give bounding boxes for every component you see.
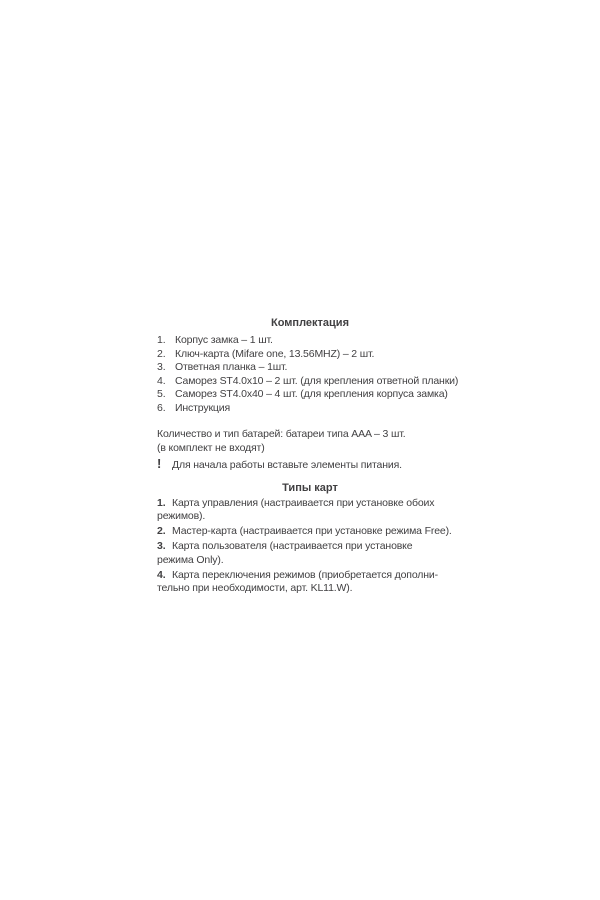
list-item-text-continued: режима Only). [157,553,224,566]
list-item [157,375,463,389]
battery-note [157,428,463,455]
list-item-text: Ключ-карта (Mifare one, 13.56MHZ) – 2 шт. [175,347,375,360]
list-item-text: Ответная планка – 1шт. [175,361,288,373]
list-item-number: 3. [157,361,166,373]
list-item [157,569,463,596]
list-item-number: 5. [157,388,166,400]
list-item-number: 6. [157,401,166,414]
list-item [157,334,463,348]
list-item-text: Корпус замка – 1 шт. [175,334,273,346]
list-item-text: Мастер-карта (настраивается при установке режима Free). [172,525,452,537]
battery-note-line: (в комплект не входят) [157,441,265,454]
warning-text: Для начала работы вставьте элементы питания. [172,459,402,471]
exclamation-icon: ! [157,456,162,471]
list-item [157,361,463,375]
list-item-number: 4. [157,568,166,581]
warning-note [157,457,463,473]
list-item-text-continued: тельно при необходимости, арт. KL11.W). [157,582,353,594]
list-item-text: Карта управления (настраивается при установке обоих [172,496,435,509]
list-item [157,348,463,362]
list-item-number: 4. [157,374,166,387]
page-content [157,316,463,597]
list-item-number: 3. [157,540,166,552]
list-item-number: 1. [157,496,166,509]
list-item [157,388,463,402]
section-title-package-contents: Комплектация [271,317,349,329]
list-item-number: 1. [157,334,166,346]
list-item-text: Карта пользователя (настраивается при установке [172,540,413,552]
card-types-list [157,497,463,596]
package-contents-list [157,334,463,415]
list-item-text: Инструкция [175,401,231,414]
list-item [157,402,463,416]
list-item-text: Саморез ST4.0x10 – 2 шт. (для крепления ответной планки) [175,374,459,387]
list-item-text-continued: режимов). [157,510,206,522]
list-item [157,540,463,567]
list-item-text: Саморез ST4.0x40 – 4 шт. (для крепления корпуса замка) [175,388,448,400]
list-item [157,497,463,524]
list-item-number: 2. [157,347,166,360]
battery-note-line: Количество и тип батарей: батареи типа AAA – 3 шт. [157,428,406,440]
list-item-text: Карта переключения режимов (приобретается дополни- [172,568,438,581]
section-title-card-types: Типы карт [282,481,338,494]
list-item-number: 2. [157,525,166,537]
list-item [157,525,463,539]
